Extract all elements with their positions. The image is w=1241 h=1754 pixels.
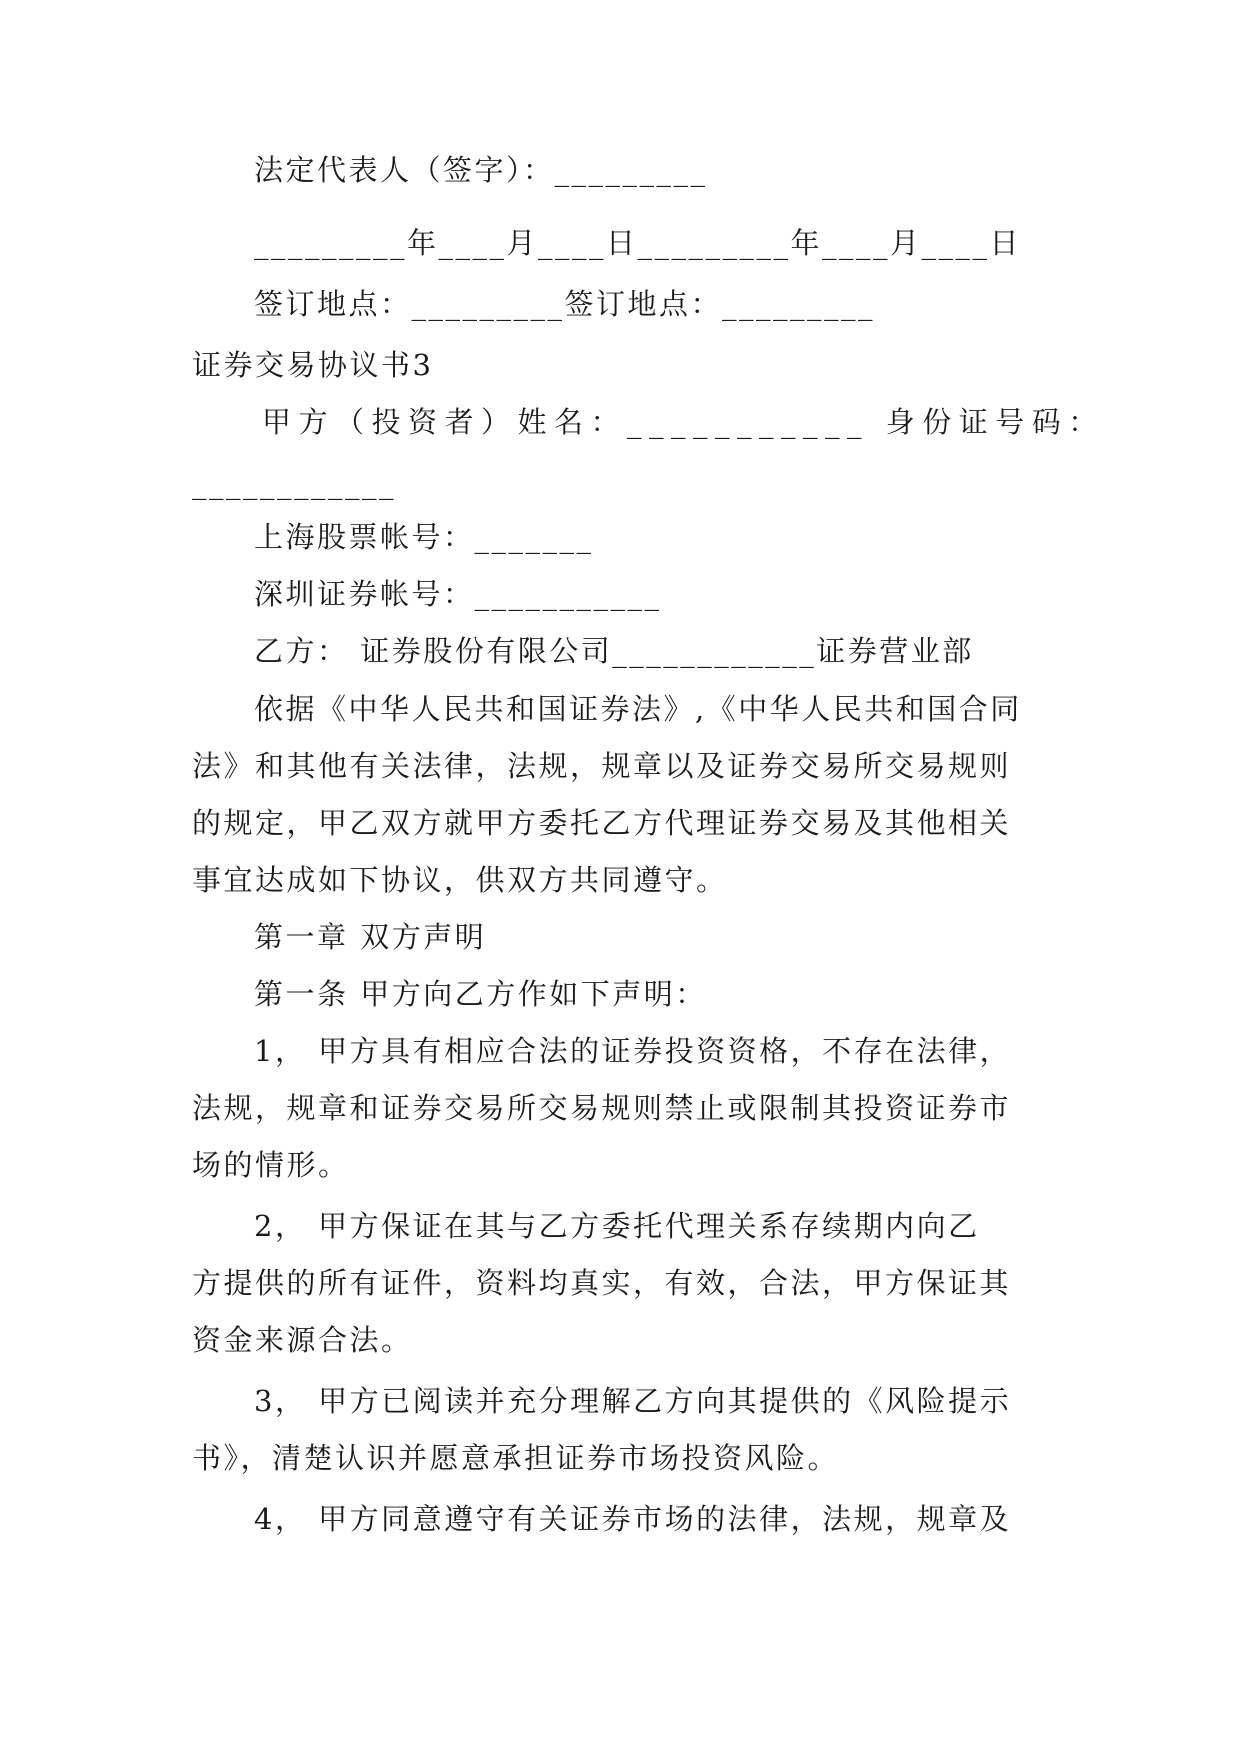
party-a-name-id-line: 甲方（投资者）姓名：___________ 身份证号码： [262,405,1105,439]
paragraph-line: 事宜达成如下协议，供双方共同遵守。 [192,863,728,897]
chapter-heading: 第一章 双方声明 [254,920,487,954]
clause-line: 方提供的所有证件，资料均真实，有效，合法，甲方保证其 [192,1266,1012,1300]
document-title: 证券交易协议书3 [192,348,434,382]
clause-line: 1， 甲方具有相应合法的证券投资资格，不存在法律， [254,1034,1012,1068]
paragraph-line: 依据《中华人民共和国证券法》,《中华人民共和国合同 [254,692,1022,726]
date-line: _________年____月____日_________年____月____日 [254,226,1022,260]
clause-line: 3， 甲方已阅读并充分理解乙方向其提供的《风险提示 [254,1384,1012,1418]
signing-place-line: 签订地点：_________签订地点：_________ [254,287,876,321]
clause-line: 2， 甲方保证在其与乙方委托代理关系存续期内向乙 [254,1209,980,1243]
party-b-line: 乙方： 证券股份有限公司____________证券营业部 [254,634,974,668]
paragraph-line: 的规定，甲乙双方就甲方委托乙方代理证券交易及其他相关 [192,806,1012,840]
clause-line: 书》，清楚认识并愿意承担证券市场投资风险。 [192,1441,840,1475]
shanghai-account-line: 上海股票帐号：_______ [254,520,594,554]
legal-representative-signature-line: 法定代表人（签字）：_________ [254,153,708,187]
shenzhen-account-line: 深圳证券帐号：___________ [254,577,662,611]
clause-line: 资金来源合法。 [192,1323,413,1357]
id-number-blank: ____________ [192,466,396,500]
clause-line: 法规，规章和证券交易所交易规则禁止或限制其投资证券市 [192,1091,1012,1125]
article-heading: 第一条 甲方向乙方作如下声明： [254,977,707,1011]
paragraph-line: 法》和其他有关法律，法规，规章以及证券交易所交易规则 [192,749,1012,783]
clause-line: 场的情形。 [192,1148,350,1182]
clause-line: 4， 甲方同意遵守有关证券市场的法律，法规，规章及 [254,1502,1012,1536]
